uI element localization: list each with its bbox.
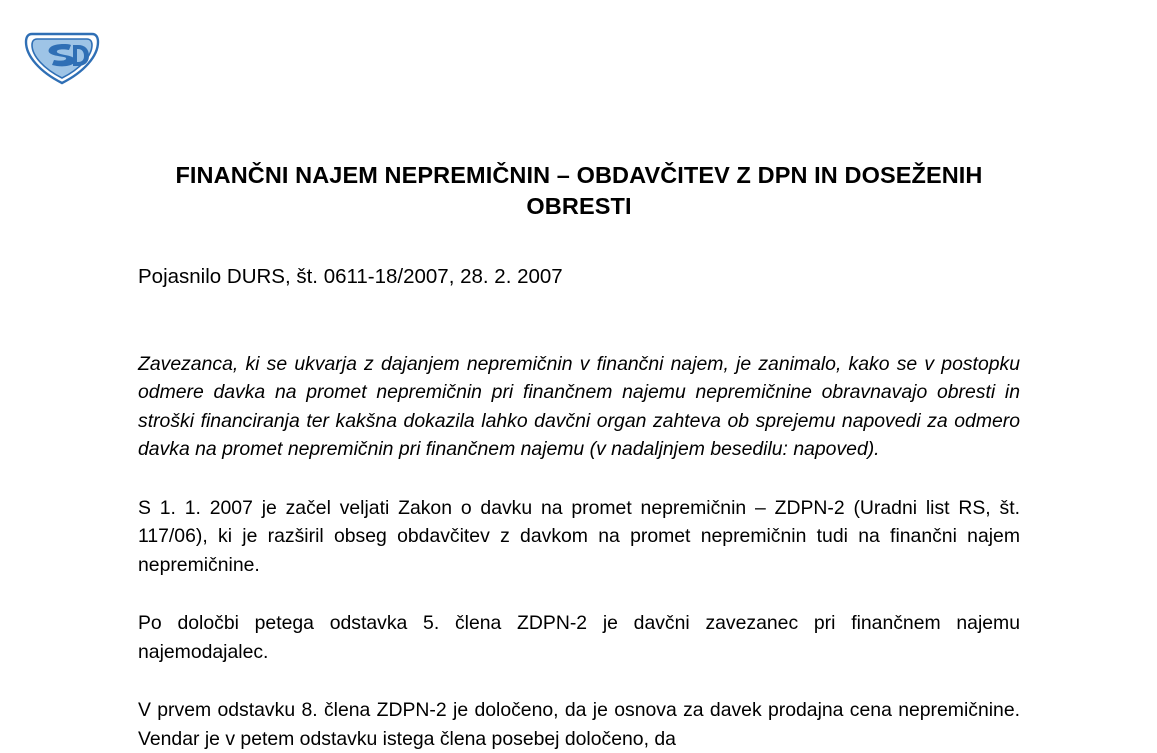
paragraph-law-entry: S 1. 1. 2007 je začel veljati Zakon o davku na promet nepremičnin – ZDPN-2 (Uradni list RS, št. 117/06), ki je razširil obseg obdavčitev z davkom na promet nepremičnin tudi na finančni najem nepremičnine.: [138, 496, 1020, 576]
document-reference: Pojasnilo DURS, št. 0611-18/2007, 28. 2. 2007: [138, 265, 563, 289]
paragraph-tax-base: V prvem odstavku 8. člena ZDPN-2 je določeno, da je osnova za davek prodajna cena nepremičnine. Vendar je v petem odstavku istega člena posebej določeno, da: [138, 699, 1020, 750]
sd-shield-logo-icon: [18, 26, 106, 88]
page-title: FINANČNI NAJEM NEPREMIČNIN – OBDAVČITEV Z DPN IN DOSEŽENIH OBRESTI: [175, 162, 983, 220]
paragraph-taxpayer: Po določbi petega odstavka 5. člena ZDPN-2 je davčni zavezanec pri finančnem najemu najemodajalec.: [138, 612, 1020, 663]
document-content: [138, 160, 1020, 753]
paragraph-intro: Zavezanca, ki se ukvarja z dajanjem nepremičnin v finančni najem, je zanimalo, kako se v postopku odmere davka na promet nepremičnin pri finančnem najemu nepremičnine obravnavajo obresti in stroški financiranja ter kakšna dokazila lahko davčni organ zahteva ob sprejemu napovedi za odmero davka na promet nepremičnin pri finančnem najemu (v nadaljnjem besedilu: napoved).: [138, 352, 1020, 461]
